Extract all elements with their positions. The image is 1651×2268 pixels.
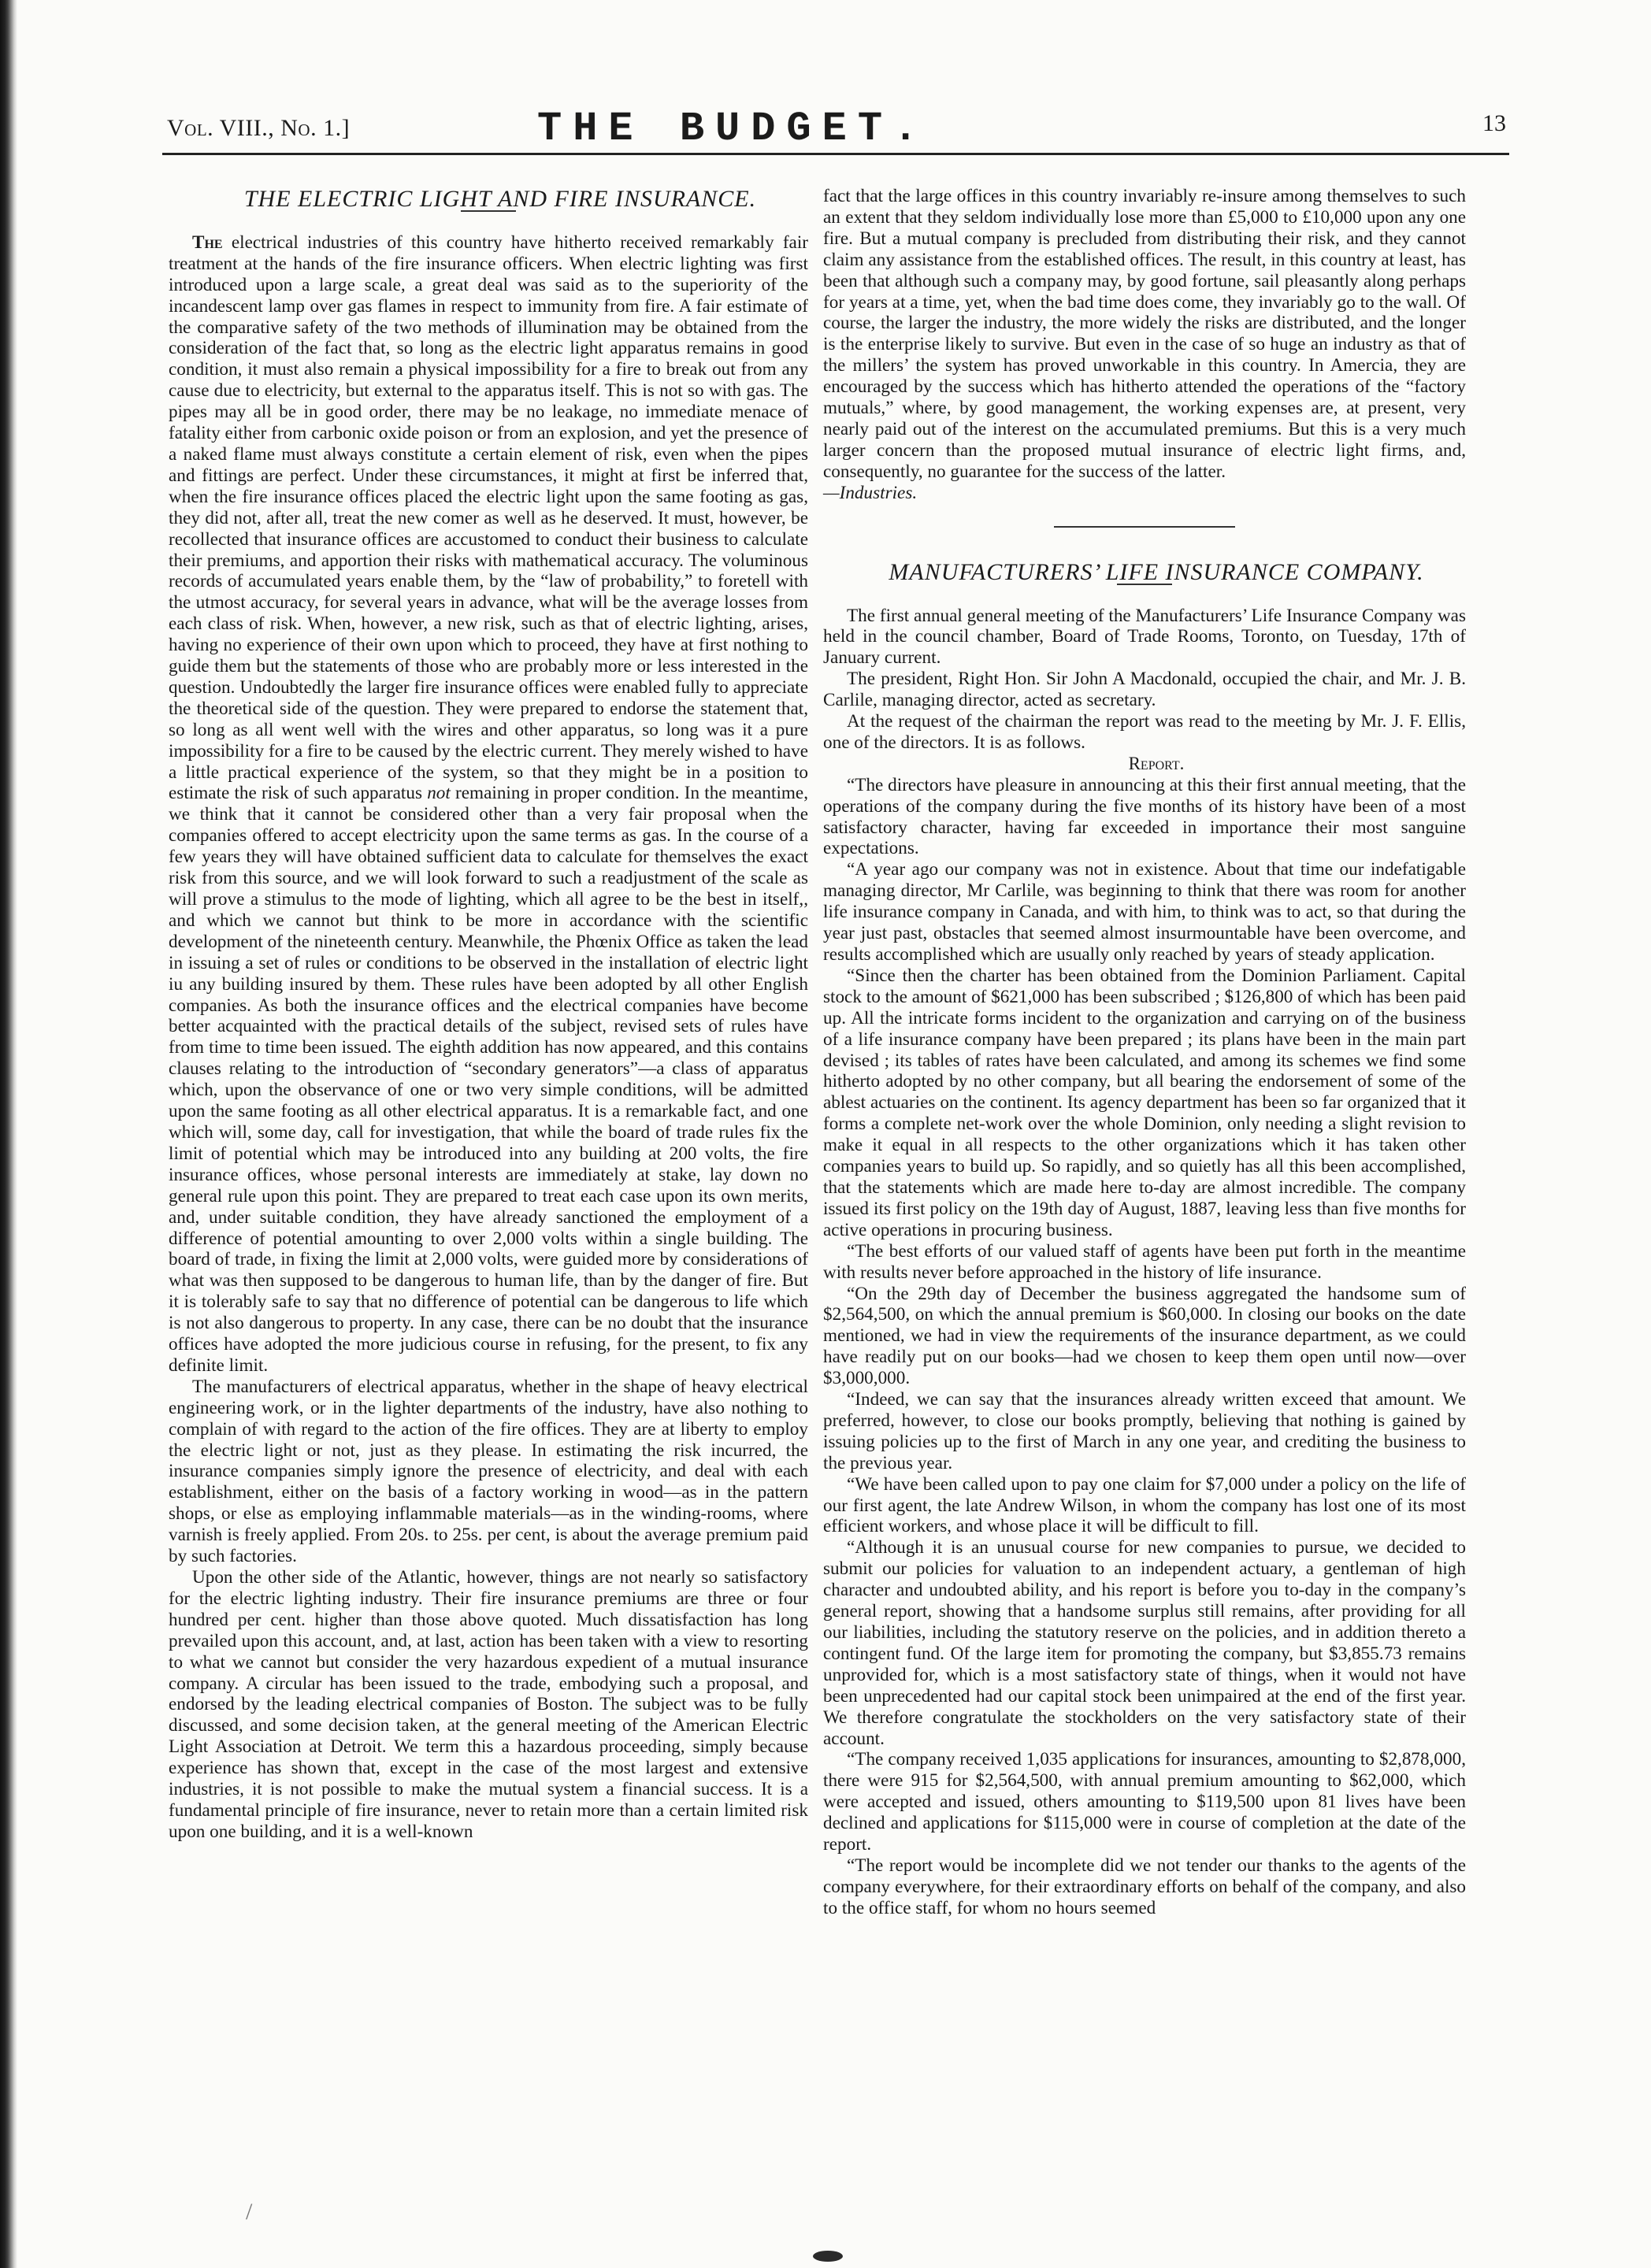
article-paragraph: The electrical industries of this country have hitherto received remarkably fair treatment at the hands of the fire insurance officers. When electric lighting was first introduced upon a large scale, a great deal was said as to the superiority of the incandescent lamp over gas flames in respect to immunity from fire. A fair estimate of the comparative safety of the two methods of illumination may be obtained from the consideration of the fact that, so long as the electric light apparatus remains in good condition, it must also remain a physical impossibility for a fire to break out from any cause due to electricity, but external to the apparatus itself. This is not so with gas. The pipes may all be in good order, there may be no leakage, no immediate menace of fatality either from carbonic oxide poison or from an explosion, and yet the presence of a naked flame must always constitute a certain element of risk, even when the pipes and fittings are perfect. Under these circumstances, it might at first be inferred that, when the fire insurance offices placed the electric light upon the same footing as gas, they did not, after all, treat the new comer as well as he deserved. It must, however, be recollected that insurance offices are accustomed to conduct their business to calculate their premiums, and apportion their risks with mathematical accuracy. The voluminous records of accumulated years enable them, by the “law of probability,” to foretell with the utmost accuracy, for several years in advance, what will be the average losses from each class of risk. When, however, a new risk, such as that of electric lighting, arises, having no experience of their own upon which to proceed, they have at first nothing to guide them but the statements of those who are probably more or less interested in the question. Undoubtedly the larger fire insurance offices were enabled fully to appreciate the theoretical side of the question. They were prepared to endorse the statement that, so long as all went well with the wires and other apparatus, so long was it a pure impossibility for a fire to be caused by the electric current. They merely wished to have a little practical experience of the system, so that they might be in a position to estimate the risk of such apparatus not remaining in proper condition. In the meantime, we think that it cannot be considered other than a very fair proposal when the companies offered to accept electricity upon the same terms as gas. In the course of a few years they will have obtained sufficient data to calculate for themselves the exact risk from this source, and we will look forward to such a readjustment of the scale as will prove a stimulus to the mode of lighting, which all agree to be the best in itself,, and which we cannot but think to be more in accordance with the scientific development of the nineteenth century. Meanwhile, the Phœnix Office as taken the lead in issuing a set of rules or conditions to be observed in the installation of electric light iu any building insured by them. These rules have been adopted by all other English companies. As both the insurance offices and the electrical companies have become better acquainted with the practical details of the subject, revised sets of rules have from time to time been issued. The eighth addition has now appeared, and this contains clauses relating to the introduction of “secondary generators”—a class of apparatus which, upon the observance of one or two very simple conditions, will be admitted upon the same footing as all other electrical apparatus. It is a remarkable fact, and one which will, some day, call for investigation, that while the board of trade rules fix the limit of potential which may be introduced into any building at 200 volts, the fire insurance offices, whose personal interests are immediately at stake, lay down no general rule upon this point. They are prepared to treat each case upon its own merits, and, under suitable condition, they have already sanctioned the employment of a difference of potential amounting to over 2,000 volts within a single building. The board of trade, in fixing the limit at 2,000 volts, were guided more by considerations of what was then supposed to be dangerous to human life, than by the danger of fire. But it is tolerably safe to say that no difference of potential can be dangerous to life which is not also dangerous to property. In any case, there can be no doubt that the insurance offices have adopted the more judicious course in refusing, for the present, to fix any definite limit.: [169, 232, 809, 1376]
article-paragraph: Upon the other side of the Atlantic, however, things are not nearly so satisfactory for the electric lighting industry. Their fire insurance premiums are three or four hundred per cent. higher than those above quoted. Much dissatisfaction has long prevailed upon this account, and, at last, action has been taken with a view to resorting to what we cannot but consider the very hazardous expedient of a mutual insurance company. A circular has been issued to the trade, embodying such a proposal, and endorsed by the leading electrical companies of Boston. The subject was to be fully discussed, and some decision taken, at the general meeting of the American Electric Light Association at Detroit. We term this a hazardous proceeding, simply because experience has shown that, except in the case of the most largest and extensive industries, it is not possible to make the mutual system a financial success. It is a fundamental principle of fire insurance, never to retain more than a certain limited risk upon one building, and it is a well-known: [169, 1567, 808, 1842]
lead-word: The: [192, 232, 223, 253]
report-paragraph: “Although it is an unusual course for new companies to pursue, we decided to submit our policies for valuation to an independent actuary, a gentleman of high character and undoubted ability, and his report is before you to-day in the company’s general report, showing that a handsome surplus still remains, after providing for all our liabilities, including the statutory reserve on the policies, and in addition thereto a contingent fund. Of the large item for promoting the company, but $3,855.73 remains unprovided for, which is a most satisfactory state of things, when it would not have been unprecedented had our capital stock been unimpaired at the end of the first year. We therefore congratulate the stockholders on the very satisfactory state of their account.: [823, 1537, 1466, 1749]
article-title-life-insurance: MANUFACTURERS’ LIFE INSURANCE COMPANY.: [889, 558, 1424, 585]
article-paragraph: The manufacturers of electrical apparatus, whether in the shape of heavy electrical engineering work, or in the lighter departments of the industry, have also nothing to complain of with regard to the action of the fire offices. They are at liberty to employ the electric light or not, just as they please. In estimating the risk incurred, the insurance companies simply ignore the presence of electricity, and deal with each establishment, either on the basis of a factory working in wood—as in the pattern shops, or else as employing inflammable materials—as in the winding-rooms, where varnish is freely applied. From 20s. to 25s. per cent, is about the average premium paid by such factories.: [169, 1376, 808, 1567]
report-paragraph: “The company received 1,035 applications for insurances, amounting to $2,878,000, there were 915 for $2,564,500, with annual premium amounting to $62,000, which were accepted and issued, others amounting to $119,500 upon 81 lives have been declined and applications for $115,000 were in course of completion at the date of the report.: [823, 1749, 1466, 1855]
header-rule: [162, 153, 1509, 155]
report-paragraph: “On the 29th day of December the business aggregated the handsome sum of $2,564,500, on which the annual premium is $60,000. In closing our books on the date mentioned, we had in view the requirements of the insurance department, as we could have readily put on our books—had we chosen to keep them open until now—over $3,000,000.: [823, 1283, 1466, 1389]
article-paragraph: At the request of the chairman the report was read to the meeting by Mr. J. F. Ellis, one of the directors. It is as follows.: [823, 711, 1466, 753]
section-divider: [1054, 526, 1235, 528]
article-paragraph: The first annual general meeting of the Manufacturers’ Life Insurance Company was held in the council chamber, Board of Trade Rooms, Toronto, on Tuesday, 17th of January current.: [823, 605, 1466, 669]
page-header: [167, 104, 1506, 151]
report-paragraph: “Since then the charter has been obtained from the Dominion Parliament. Capital stock to the amount of $621,000 has been subscribed ; $126,800 of which has been paid up. All the intricate forms incident to the organization and carrying on of the business of a life insurance company have been prepared ; its plans have been in the main part devised ; its tables of rates have been calculated, and among its schemes we find some hitherto adopted by no other company, but all bearing the endorsement of some of the ablest actuaries on the continent. Its agency department has been so far organized that it forms a complete net-work over the whole Dominion, only needing a slight revision to make it equal in all respects to the other organizations which it has taken other companies years to build up. So rapidly, and so quietly has all this been accomplished, that the statements which are made here to-day are almost incredible. The company issued its first policy on the 19th day of August, 1887, leaving less than five months for active operations in procuring business.: [823, 965, 1466, 1240]
report-paragraph: “The best efforts of our valued staff of agents have been put forth in the meantime with results never before approached in the history of life insurance.: [823, 1240, 1466, 1283]
report-heading: Report.: [1128, 753, 1185, 773]
report-paragraph: “We have been called upon to pay one claim for $7,000 under a policy on the life of our first agent, the late Andrew Wilson, in whom the company has lost one of its most efficient workers, and whose place it will be difficult to fill.: [823, 1473, 1466, 1537]
page-number: 13: [1482, 110, 1506, 136]
right-column: [823, 186, 1466, 1919]
stray-mark: /: [246, 2199, 253, 2225]
article-title-electric-light: THE ELECTRIC LIGHT AND FIRE INSURANCE.: [243, 186, 757, 212]
article-paragraph: The president, Right Hon. Sir John A Macdonald, occupied the chair, and Mr. J. B. Carlile, managing director, acted as secretary.: [823, 669, 1466, 711]
masthead-title: THE BUDGET.: [537, 106, 929, 152]
report-paragraph: “The directors have pleasure in announcing at this their first annual meeting, that the operations of the company during the five months of its history have been of a most satisfactory character, having far exceeded in importance their most sanguine expectations.: [823, 774, 1466, 859]
article-source: —Industries.: [823, 482, 918, 503]
bottom-ink-blot: [813, 2251, 843, 2262]
report-paragraph: “The report would be incomplete did we not tender our thanks to the agents of the company everywhere, for their extraordinary efforts on behalf of the company, and also to the office staff, for whom no hours seemed: [823, 1855, 1466, 1918]
volume-number: Vol. VIII., No. 1.]: [167, 115, 351, 141]
article-paragraph-continued: fact that the large offices in this country invariably re-insure among themselves to such an extent that they seldom individually lose more than £5,000 to £10,000 upon any one fire. But a mutual company is precluded from distributing their risk, and they cannot claim any assistance from the established offices. The result, in this country at least, has been that although such a company may, by good fortune, sail pleasantly along perhaps for years at a time, yet, when the bad time does come, they invariably go to the wall. Of course, the larger the industry, the more widely the risks are distributed, and the longer is the enterprise likely to survive. But even in the case of so huge an industry as that of the millers’ the system has proved unworkable in this country. In Amercia, they are encouraged by the success which has hitherto attended the operations of the “factory mutuals,” where, by good management, the working expenses are, at present, very nearly paid out of the interest on the accumulated premiums. But this is a very much larger concern than the proposed mutual insurance of electric light firms, and, consequently, no guarantee for the success of the latter.: [823, 186, 1466, 482]
page-edge-shadow: [0, 0, 17, 2268]
report-paragraph: “Indeed, we can say that the insurances already written exceed that amount. We preferred, however, to close our books promptly, believing that nothing is gained by issuing policies up to the first of March in any one year, and crediting the business to the previous year.: [823, 1389, 1466, 1473]
left-column: [169, 186, 809, 1843]
report-paragraph: “A year ago our company was not in existence. About that time our indefatigable managing director, Mr Carlile, was beginning to think that there was room for another life insurance company in Canada, and with him, to think was to act, so that during the year just past, obstacles that seemed almost insurmountable have been overcome, and results accomplished which are usually only reached by years of steady application.: [823, 859, 1466, 965]
